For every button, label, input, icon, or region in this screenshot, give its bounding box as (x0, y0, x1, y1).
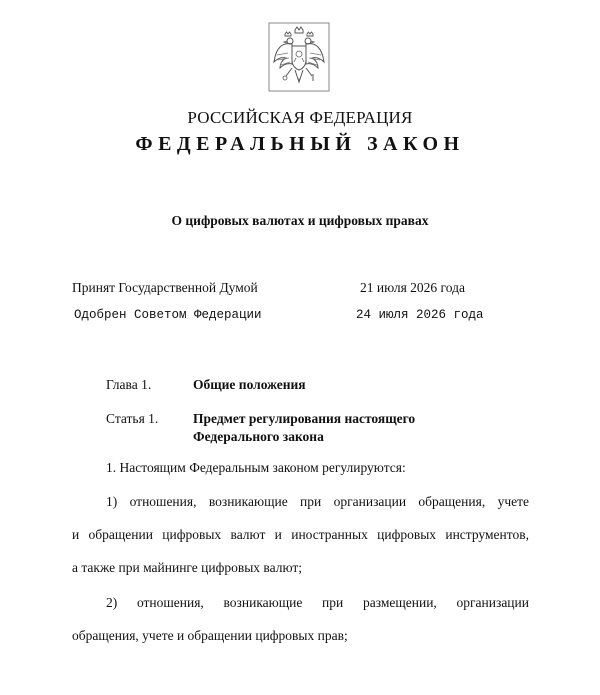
law-title: О цифровых валютах и цифровых правах (171, 213, 429, 228)
article-label: Статья 1. (106, 411, 159, 426)
clause-1-intro: 1. Настоящим Федеральным законом регулируются: (106, 460, 406, 475)
approved-date: 24 июля 2026 года (356, 308, 484, 322)
article-title-line-2: Федерального закона (193, 429, 324, 444)
coat-of-arms-icon (268, 22, 330, 92)
article-title-line-1: Предмет регулирования настоящего (193, 411, 416, 426)
chapter-label: Глава 1. (106, 377, 152, 392)
item-1-line-3: а также при майнинге цифровых валют; (72, 560, 303, 575)
item-1-line-1: 1) отношения, возникающие при организации обращения, учете (106, 494, 529, 509)
country-name: РОССИЙСКАЯ ФЕДЕРАЦИЯ (187, 108, 413, 127)
item-2-line-2: обращения, учете и обращении цифровых прав; (72, 628, 348, 643)
adopted-by-duma-label: Принят Государственной Думой (72, 280, 258, 295)
document-type: ФЕДЕРАЛЬНЫЙ ЗАКОН (135, 133, 465, 155)
item-2-line-1: 2) отношения, возникающие при размещении, организации (106, 595, 529, 610)
chapter-title: Общие положения (193, 377, 306, 392)
item-1-line-2: и обращении цифровых валют и иностранных цифровых инструментов, (72, 527, 529, 542)
adopted-date: 21 июля 2026 года (360, 280, 465, 295)
approved-by-council-label: Одобрен Советом Федерации (74, 308, 262, 322)
